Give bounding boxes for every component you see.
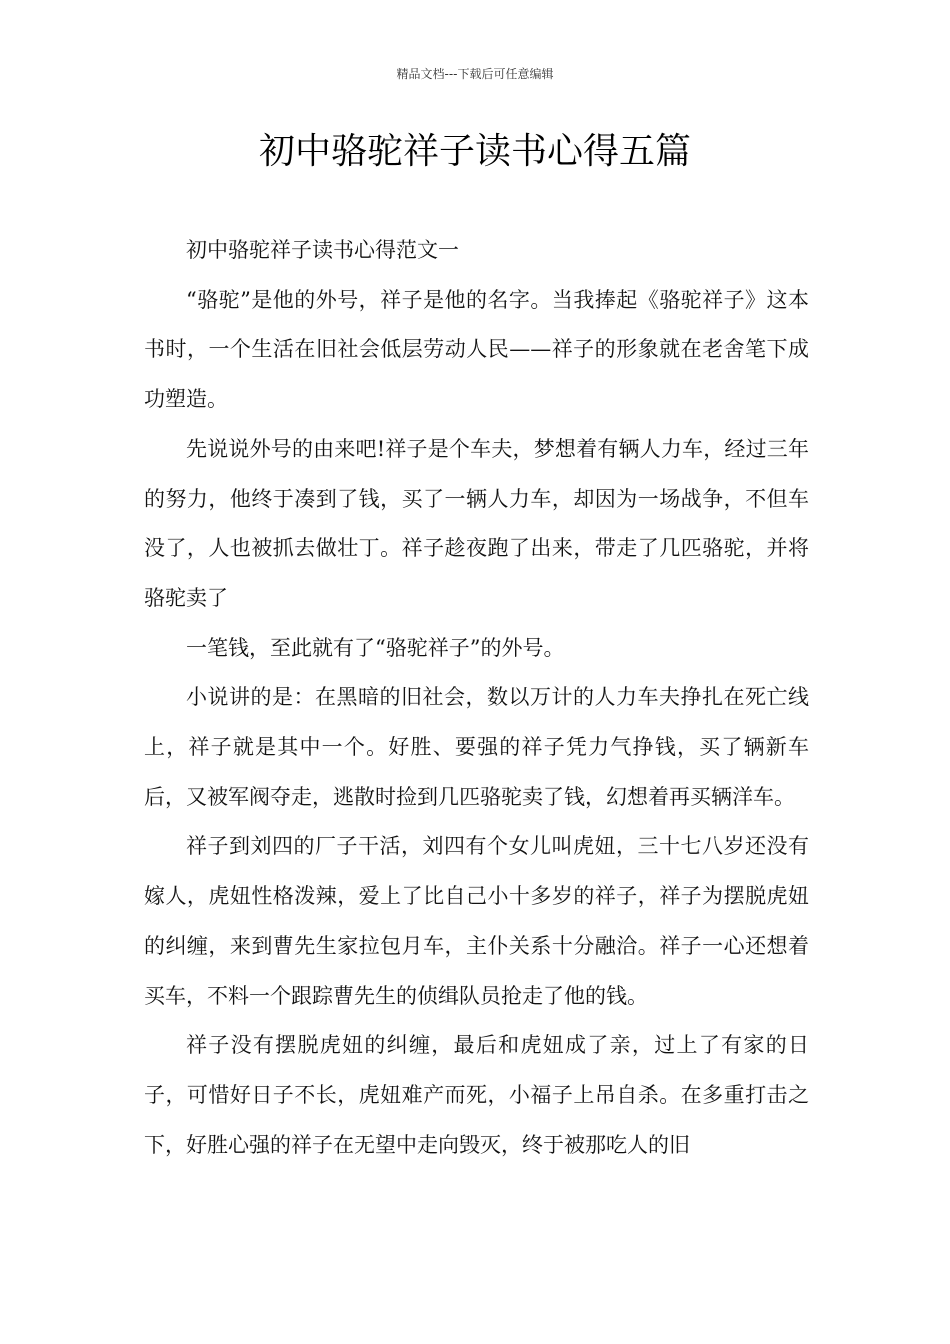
header-note: 精品文档---下载后可任意编辑 [396,67,554,81]
body-paragraph: 一笔钱，至此就有了“骆驼祥子”的外号。 [186,635,565,660]
body-paragraph: 祥子没有摆脱虎妞的纠缠，最后和虎妞成了亲，过上了有家的日子，可惜好日子不长，虎妞难产而死，小福子上吊自杀。在多重打击之下，好胜心强的祥子在无望中走向毁灭，终于被那吃人的旧 [144,1033,809,1157]
section-heading: 初中骆驼祥子读书心得范文一 [186,238,459,262]
body-paragraph: “骆驼”是他的外号，祥子是他的名字。当我捧起《骆驼祥子》这本书时，一个生活在旧社会低层劳动人民——祥子的形象就在老舍笔下成功塑造。 [144,287,809,412]
body-paragraph: 先说说外号的由来吧!祥子是个车夫，梦想着有辆人力车，经过三年的努力，他终于凑到了钱，买了一辆人力车，却因为一场战争，不但车没了，人也被抓去做壮丁。祥子趁夜跑了出来，带走了几匹骆驼，并将骆驼卖了 [144,436,809,610]
body-paragraph: 小说讲的是：在黑暗的旧社会，数以万计的人力车夫挣扎在死亡线上，祥子就是其中一个。好胜、要强的祥子凭力气挣钱，买了辆新车后，又被军阀夺走，逃散时捡到几匹骆驼卖了钱，幻想着再买辆洋车。 [144,685,809,809]
body-paragraph: 祥子到刘四的厂子干活，刘四有个女儿叫虎妞，三十七八岁还没有嫁人，虎妞性格泼辣，爱上了比自己小十多岁的祥子，祥子为摆脱虎妞的纠缠，来到曹先生家拉包月车，主仆关系十分融洽。祥子一心还想着买车，不料一个跟踪曹先生的侦缉队员抢走了他的钱。 [144,834,809,1008]
document-title: 初中骆驼祥子读书心得五篇 [258,131,691,172]
document-body [144,226,809,1170]
